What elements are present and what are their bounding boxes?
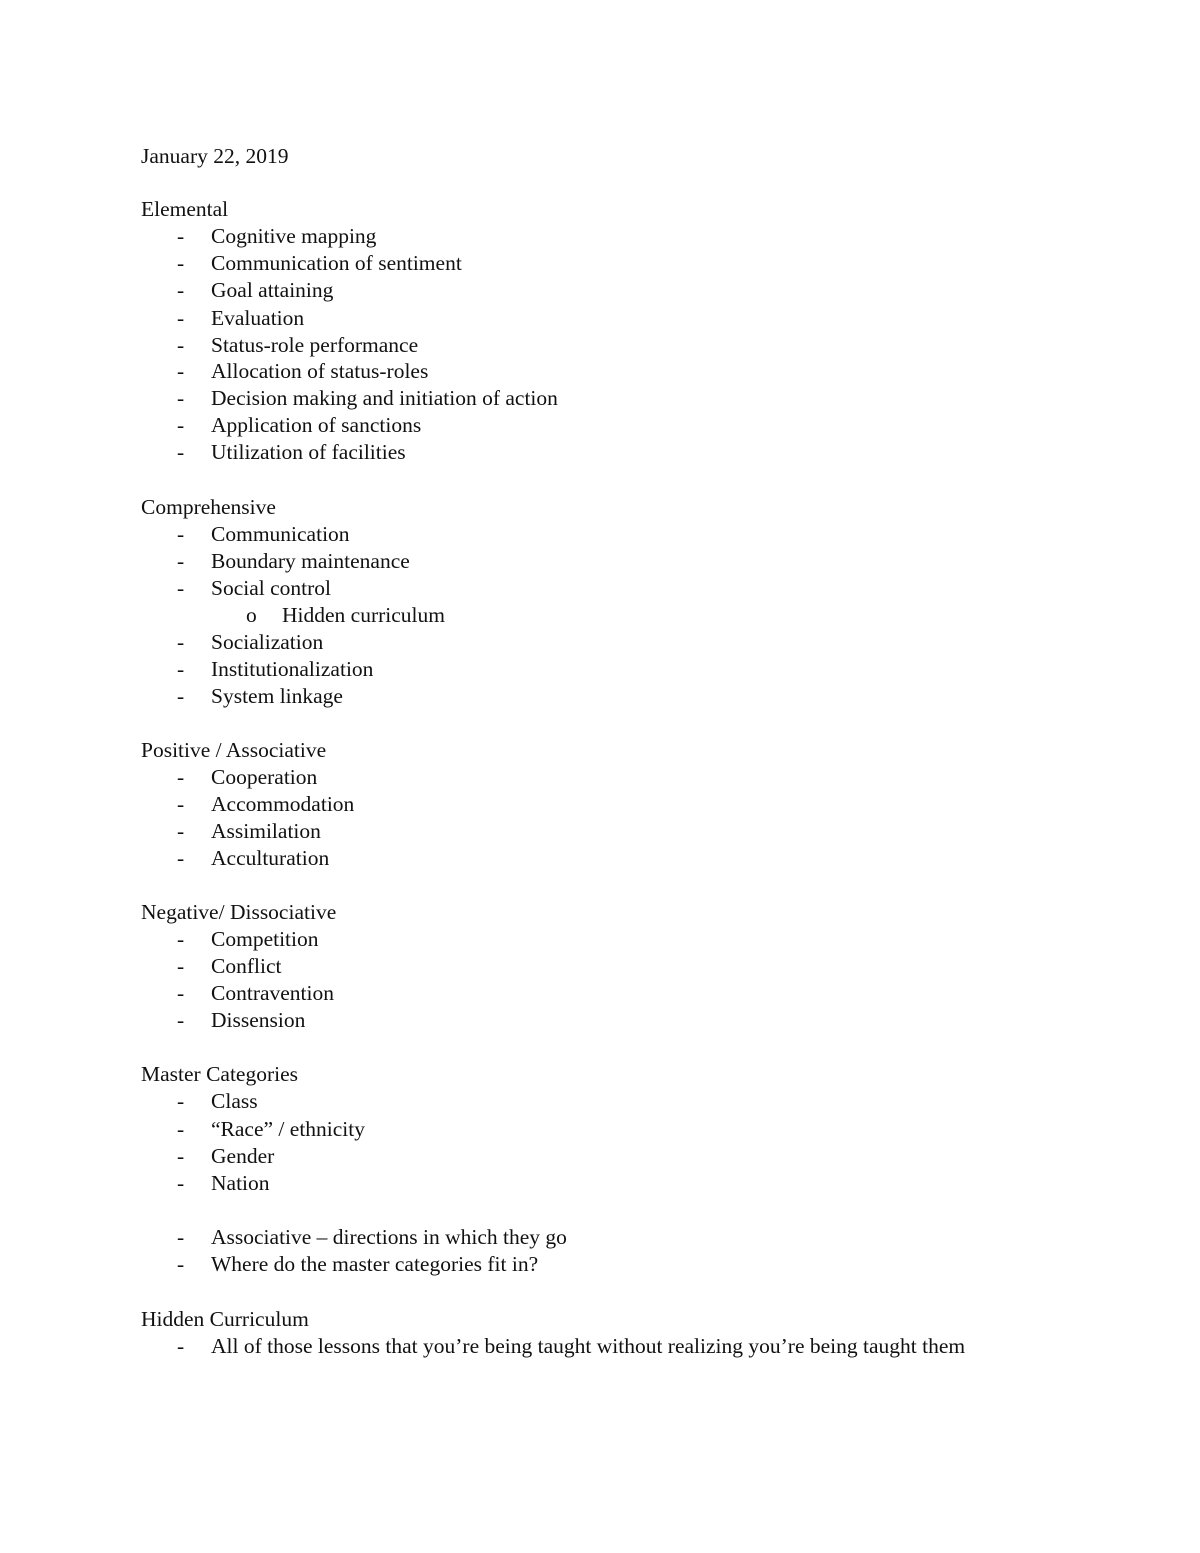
dash-bullet: - — [177, 684, 185, 708]
list-item-text: Dissension — [211, 1008, 306, 1032]
list-item-text: Application of sanctions — [211, 413, 422, 437]
dash-bullet: - — [177, 522, 185, 546]
dash-bullet: - — [177, 657, 185, 681]
list-item-text: Contravention — [211, 981, 335, 1005]
list-item-text: Accommodation — [211, 792, 355, 816]
dash-bullet: - — [177, 224, 185, 248]
dash-bullet: - — [177, 1117, 185, 1141]
dash-bullet: - — [177, 1008, 185, 1032]
list-item-text: Social control — [211, 576, 332, 600]
dash-bullet: - — [177, 630, 185, 654]
circle-bullet: o — [246, 603, 257, 627]
dash-bullet: - — [177, 954, 185, 978]
list-item-text: Evaluation — [211, 306, 305, 330]
dash-bullet: - — [177, 819, 185, 843]
dash-bullet: - — [177, 359, 185, 383]
list-item-text: “Race” / ethnicity — [211, 1117, 366, 1141]
list-item-text: Goal attaining — [211, 278, 334, 302]
dash-bullet: - — [177, 1171, 185, 1195]
list-item-text: Socialization — [211, 630, 324, 654]
list-item-text: Institutionalization — [211, 657, 374, 681]
dash-bullet: - — [177, 1225, 185, 1249]
section-heading-comprehensive: Comprehensive — [141, 495, 276, 519]
dash-bullet: - — [177, 1252, 185, 1276]
section-heading-elemental: Elemental — [141, 197, 229, 221]
list-item-text: Utilization of facilities — [211, 440, 406, 464]
dash-bullet: - — [177, 306, 185, 330]
dash-bullet: - — [177, 792, 185, 816]
list-item-text: Boundary maintenance — [211, 549, 410, 573]
dash-bullet: - — [177, 846, 185, 870]
sub-list-item-text: Hidden curriculum — [282, 603, 445, 627]
dash-bullet: - — [177, 386, 185, 410]
list-item-text: Competition — [211, 927, 319, 951]
list-item-text: Nation — [211, 1171, 270, 1195]
list-item-text: Class — [211, 1089, 258, 1113]
list-item-text: Decision making and initiation of action — [211, 386, 558, 410]
section-heading-hidden-curriculum: Hidden Curriculum — [141, 1307, 309, 1331]
dash-bullet: - — [177, 333, 185, 357]
list-item-text: Cooperation — [211, 765, 318, 789]
dash-bullet: - — [177, 1144, 185, 1168]
list-item-text: Cognitive mapping — [211, 224, 377, 248]
list-item-text: Status-role performance — [211, 333, 419, 357]
list-item-text: Associative – directions in which they go — [211, 1225, 567, 1249]
section-heading-master-categories: Master Categories — [141, 1062, 299, 1086]
dash-bullet: - — [177, 251, 185, 275]
list-item-text: Allocation of status-roles — [211, 359, 429, 383]
list-item-text: Where do the master categories fit in? — [211, 1252, 539, 1276]
dash-bullet: - — [177, 576, 185, 600]
list-item-text: Conflict — [211, 954, 282, 978]
list-item-text: System linkage — [211, 684, 343, 708]
list-item-text: Communication — [211, 522, 350, 546]
list-item-text: Communication of sentiment — [211, 251, 462, 275]
dash-bullet: - — [177, 278, 185, 302]
dash-bullet: - — [177, 1334, 185, 1358]
dash-bullet: - — [177, 981, 185, 1005]
section-heading-positive-associative: Positive / Associative — [141, 738, 327, 762]
list-item-text: Assimilation — [211, 819, 321, 843]
list-item-text: Gender — [211, 1144, 275, 1168]
dash-bullet: - — [177, 440, 185, 464]
list-item-text: Acculturation — [211, 846, 330, 870]
document-date: January 22, 2019 — [141, 144, 289, 168]
dash-bullet: - — [177, 413, 185, 437]
dash-bullet: - — [177, 927, 185, 951]
dash-bullet: - — [177, 549, 185, 573]
dash-bullet: - — [177, 1089, 185, 1113]
dash-bullet: - — [177, 765, 185, 789]
list-item-text: All of those lessons that you’re being taught without realizing you’re being taught them — [211, 1334, 966, 1358]
section-heading-negative-dissociative: Negative/ Dissociative — [141, 900, 337, 924]
